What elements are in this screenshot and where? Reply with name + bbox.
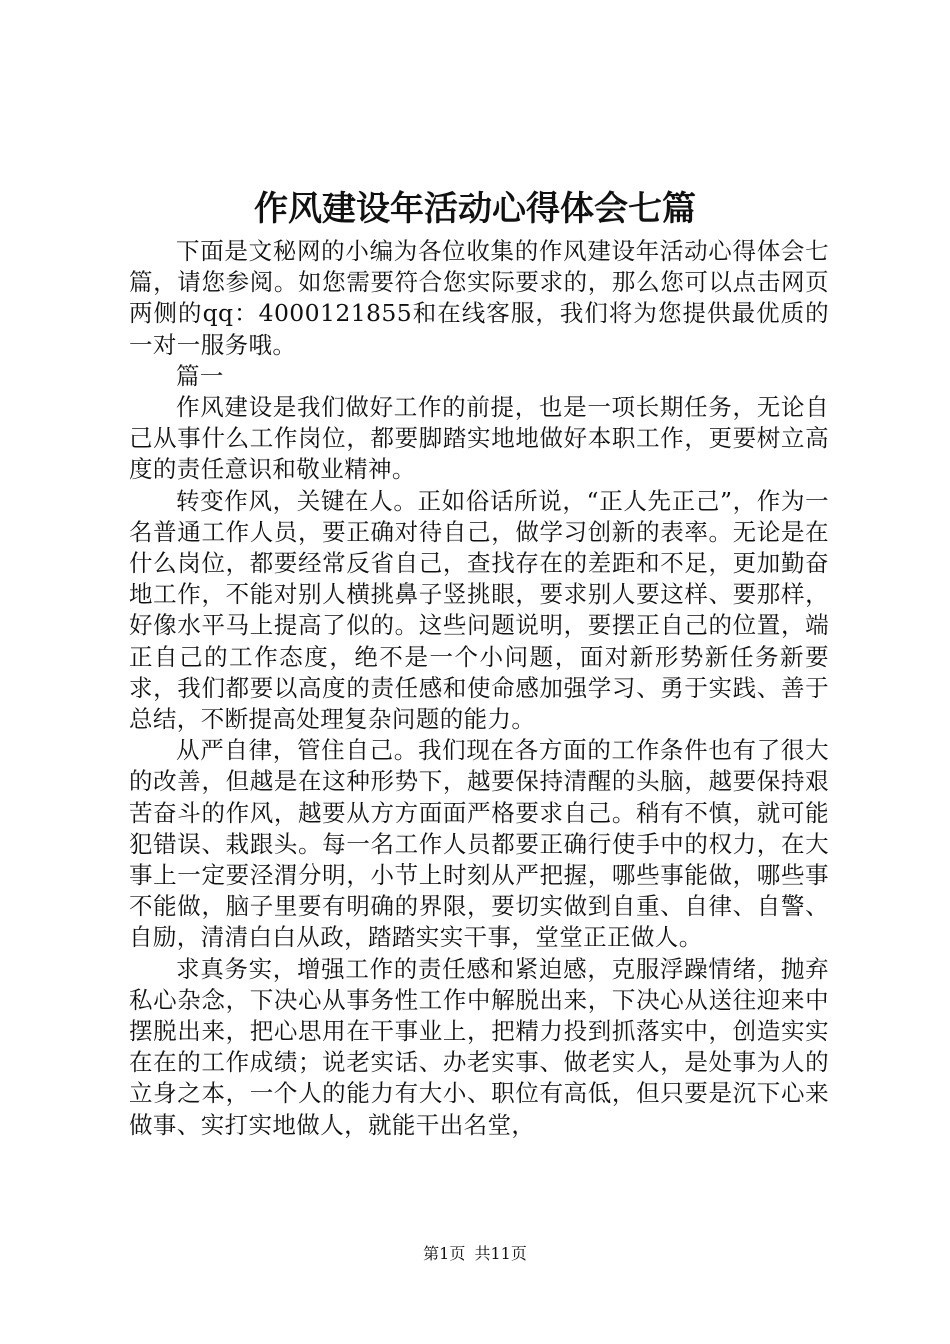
- paragraph-intro: 下面是文秘网的小编为各位收集的作风建设年活动心得体会七篇，请您参阅。如您需要符合您实际要求的，那么您可以点击网页两侧的qq：4000121855和在线客服，我们将为您提供最优质的一对一服务哦。: [129, 237, 829, 359]
- paragraph: 从严自律，管住自己。我们现在各方面的工作条件也有了很大的改善，但越是在这种形势下，越要保持清醒的头脑，越要保持艰苦奋斗的作风，越要从方方面面严格要求自己。稍有不慎，就可能犯错误、栽跟头。每一名工作人员都要正确行使手中的权力，在大事上一定要泾渭分明，小节上时刻从严把握，哪些事能做，哪些事不能做，脑子里要有明确的界限，要切实做到自重、自律、自警、自励，清清白白从政，踏踏实实干事，堂堂正正做人。: [129, 736, 829, 952]
- paragraph: 作风建设是我们做好工作的前提，也是一项长期任务，无论自己从事什么工作岗位，都要脚踏实地地做好本职工作，更要树立高度的责任意识和敬业精神。: [129, 393, 829, 484]
- document-title: 作风建设年活动心得体会七篇: [254, 189, 696, 229]
- paragraph: 求真务实，增强工作的责任感和紧迫感，克服浮躁情绪，抛弃私心杂念，下决心从事务性工作中解脱出来，下决心从送往迎来中摆脱出来，把心思用在干事业上，把精力投到抓落实中，创造实实在在的工作成绩；说老实话、办老实事、做老实人，是处事为人的立身之本，一个人的能力有大小、职位有高低，但只要是沉下心来做事、实打实地做人，就能干出名堂，: [129, 954, 829, 1139]
- paragraph: 转变作风，关键在人。正如俗话所说，“正人先正己”，作为一名普通工作人员，要正确对待自己，做学习创新的表率。无论是在什么岗位，都要经常反省自己，查找存在的差距和不足，更加勤奋地工作，不能对别人横挑鼻子竖挑眼，要求别人要这样、要那样，好像水平马上提高了似的。这些问题说明，要摆正自己的位置，端正自己的工作态度，绝不是一个小问题，面对新形势新任务新要求，我们都要以高度的责任感和使命感加强学习、勇于实践、善于总结，不断提高处理复杂问题的能力。: [129, 486, 829, 734]
- section-heading: 篇一: [176, 361, 224, 390]
- page-footer: [0, 1243, 950, 1265]
- document-body: [129, 236, 829, 1141]
- page-number: 第1页: [423, 1244, 466, 1263]
- page-total: 共11页: [474, 1244, 527, 1263]
